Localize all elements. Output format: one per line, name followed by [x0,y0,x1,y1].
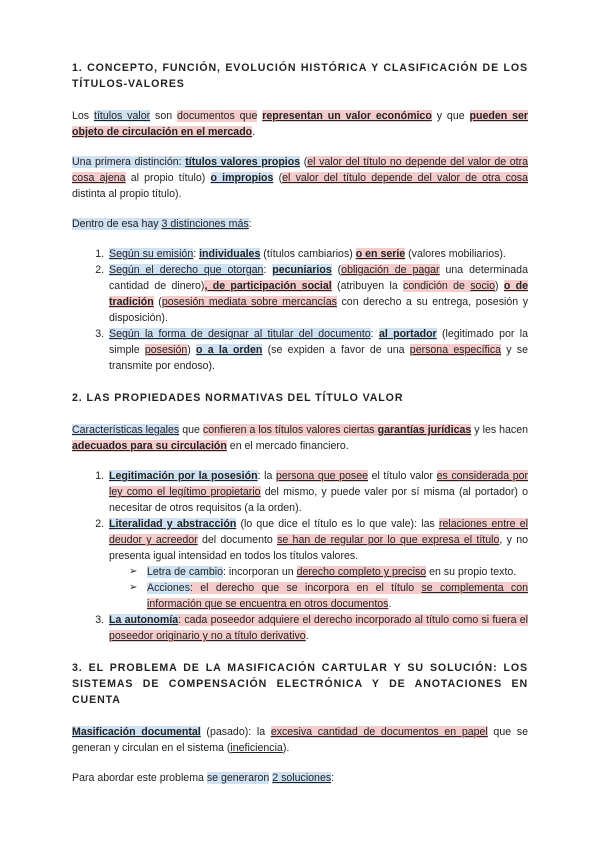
heading-section-2: 2. LAS PROPIEDADES NORMATIVAS DEL TÍTULO VALOR [72,392,404,404]
paragraph-three-distinctions: Dentro de esa hay 3 distinciones más: [72,218,252,230]
list-distinctions [72,246,528,374]
list-item: 2. Según el derecho que otorgan: pecuniarios (obligación de pagar una determinada cantidad de dinero), de participación social (atribuyen la condición de socio) o de tradición (posesión mediata sobre mercancías con derecho a su entrega, posesión y disposición). [107,262,528,326]
list-item: 3. La autonomía: cada poseedor adquiere el derecho incorporado al título como si fuera el poseedor originario y no a título derivativo. [107,612,528,644]
paragraph-masificacion: Masificación documental (pasado): la excesiva cantidad de documentos en papel que se generan y circulan en el sistema (ineficiencia). [72,726,528,754]
sublist-item: ➢ Acciones: el derecho que se incorpora en el título se complementa con información que se encuentra en otros documentos. [129,580,528,612]
list-item: 1. Legitimación por la posesión: la persona que posee el título valor es considerada por ley como el legítimo propietario del mismo, y puede valer por sí misma (al portador) o necesitar de otros requisitos (a la orden). [107,468,528,516]
paragraph-definition: Los títulos valor son documentos que representan un valor económico y que pueden ser objeto de circulación en el mercado. [72,110,528,138]
sublist-examples [109,564,528,612]
paragraph-first-distinction: Una primera distinción: títulos valores propios (el valor del título no depende del valor de otra cosa ajena al propio título) o impropios (el valor del título depende del valor de otra cosa distinta al propio título). [72,156,529,200]
heading-section-3: 3. EL PROBLEMA DE LA MASIFICACIÓN CARTULAR Y SU SOLUCIÓN: LOS SISTEMAS DE COMPENSACIÓN ELECTRÓNICA Y DE ANOTACIONES EN CUENTA [72,662,528,706]
paragraph-solutions: Para abordar este problema se generaron 2 soluciones: [72,772,335,784]
sublist-item: ➢ Letra de cambio: incorporan un derecho completo y preciso en su propio texto. [129,564,528,580]
paragraph-legal-characteristics: Características legales que confieren a los títulos valores ciertas garantías jurídicas y les hacen adecuados para su circulación en el mercado financiero. [72,424,528,452]
heading-section-1: 1. CONCEPTO, FUNCIÓN, EVOLUCIÓN HISTÓRICA Y CLASIFICACIÓN DE LOS TÍTULOS-VALORES [72,62,528,90]
list-item: 1. Según su emisión: individuales (títulos cambiarios) o en serie (valores mobiliarios). [107,246,528,262]
list-item: 3. Según la forma de designar al titular del documento: al portador (legitimado por la simple posesión) o a la orden (se expiden a favor de una persona específica y se transmite por endoso). [107,326,528,374]
list-properties [72,468,528,644]
list-item: 2. Literalidad y abstracción (lo que dice el título es lo que vale): las relaciones entre el deudor y acreedor del documento se han de regular por lo que expresa el título, y no presenta igual intensidad en todos los títulos valores. ➢ Letra de cambio: incorporan un derecho completo y preciso en su propio texto. ➢ Acciones: el derecho que se incorpora en el título se complementa con información que se encuentra en otros documentos. [107,516,528,612]
